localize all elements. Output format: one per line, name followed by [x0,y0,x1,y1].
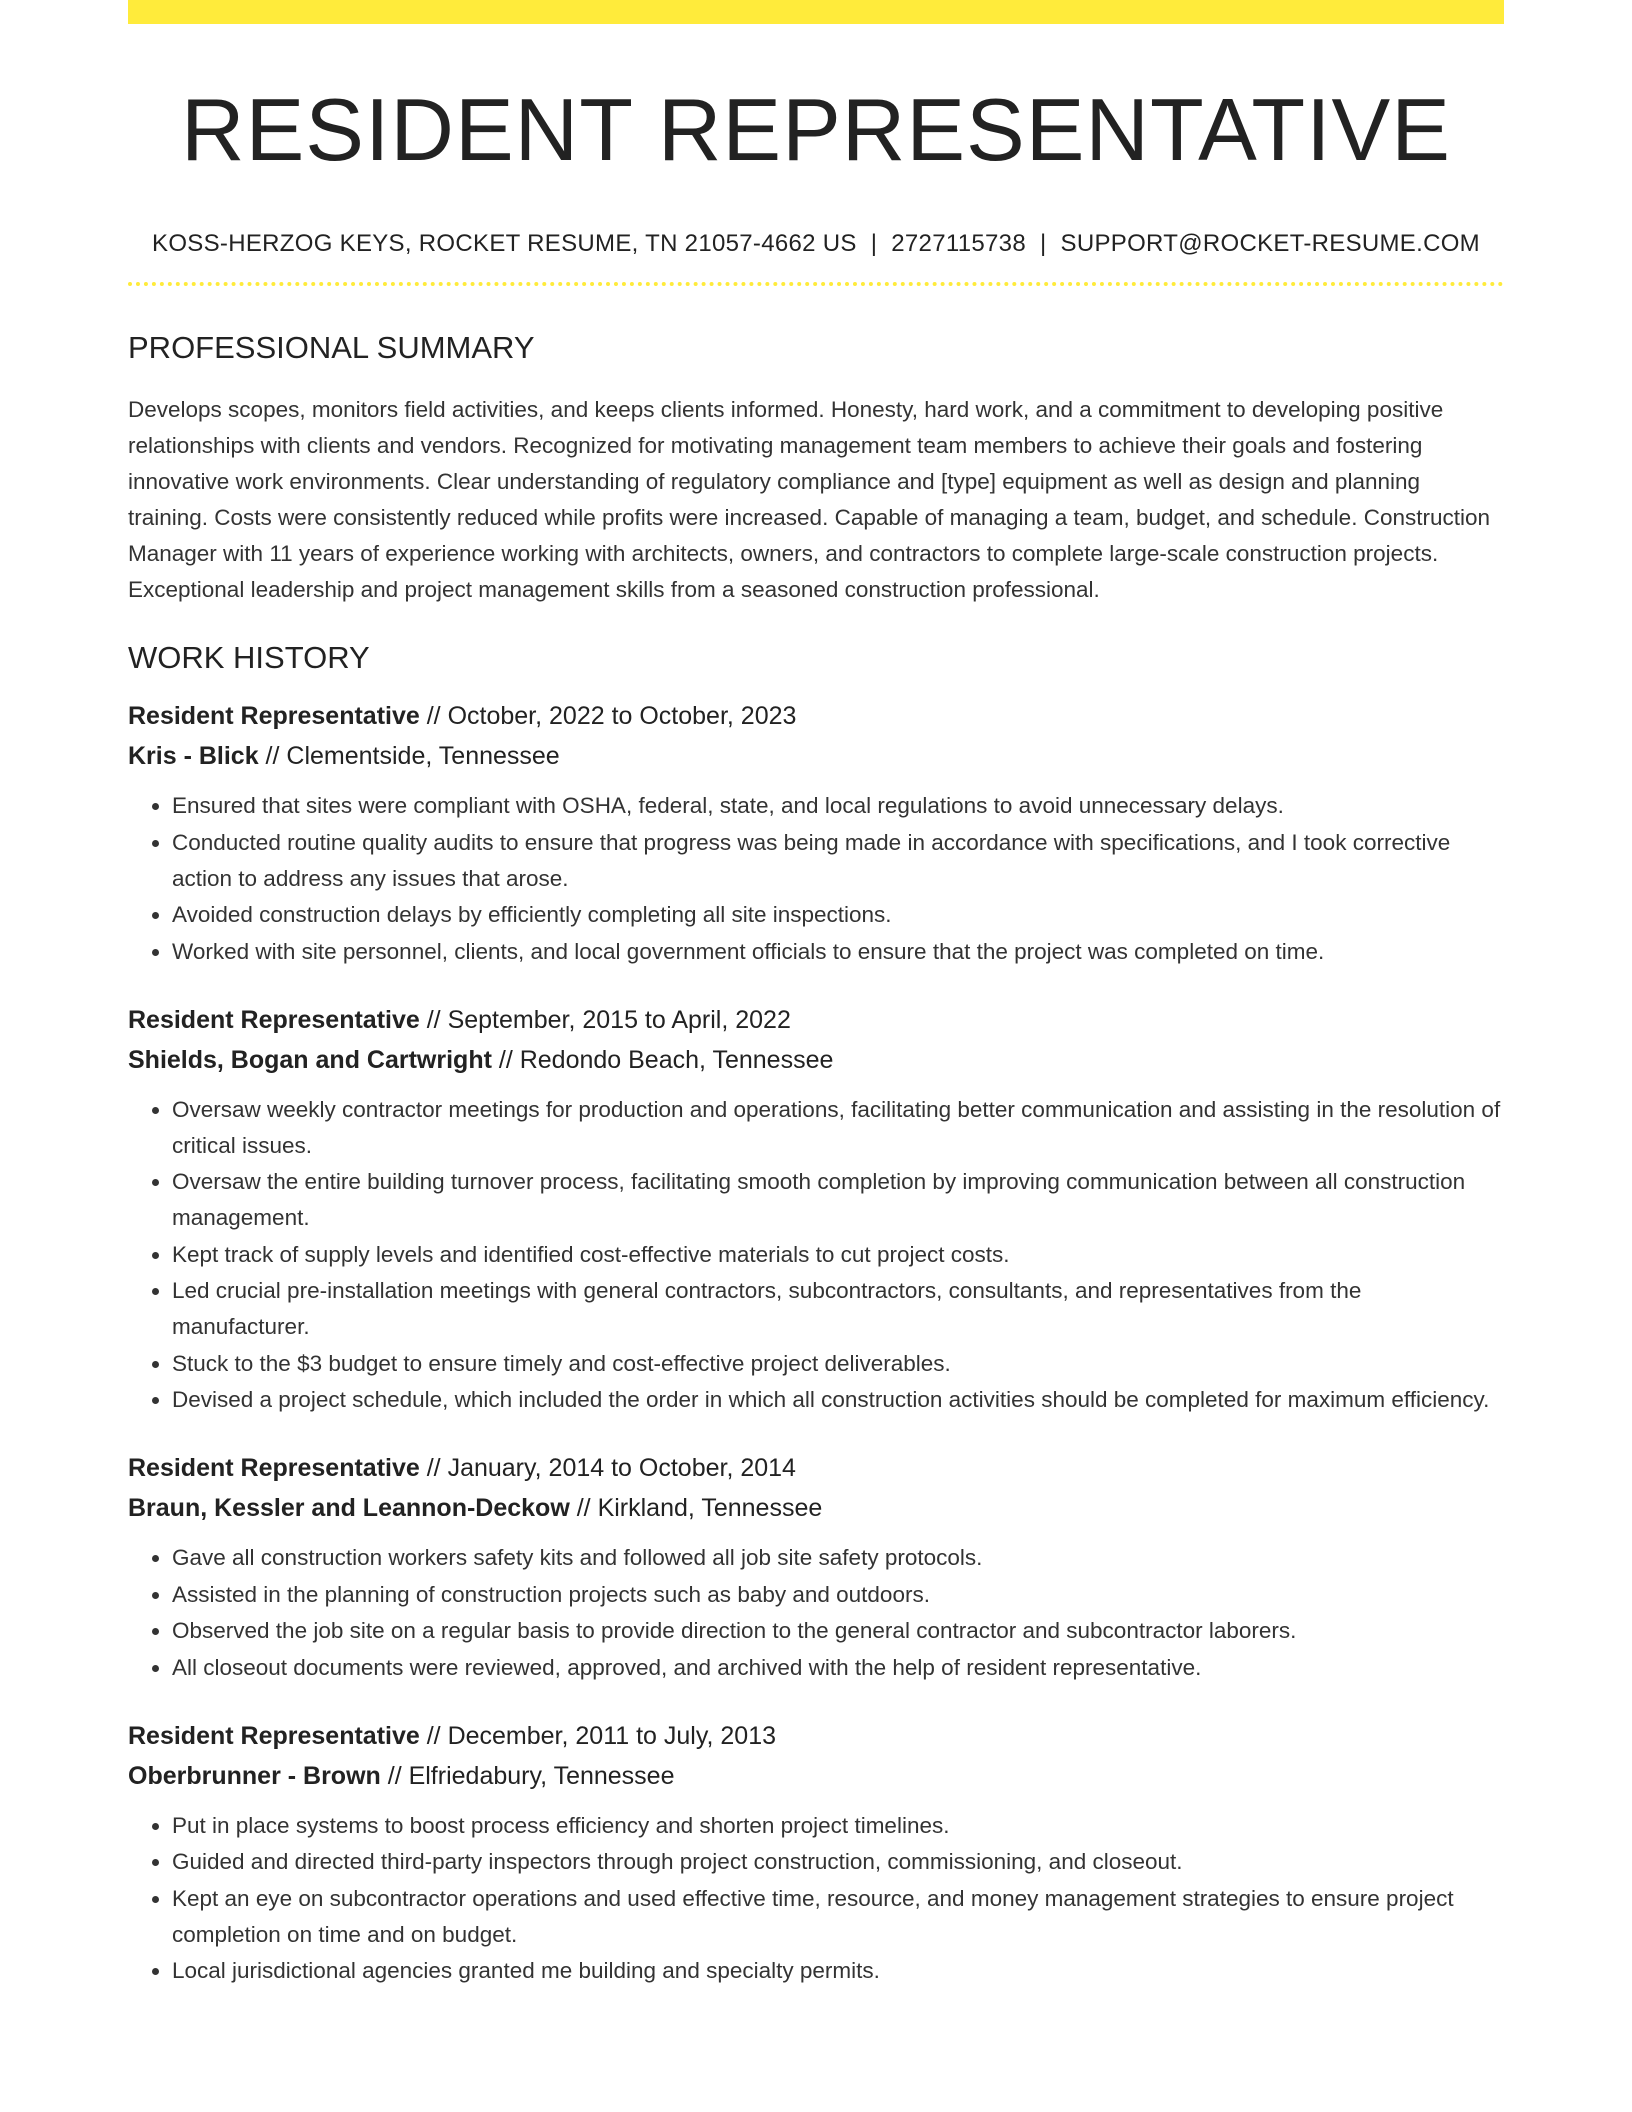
job-location: // Clementside, Tennessee [258,742,560,770]
contact-separator: | [1039,230,1047,257]
job-dates: // January, 2014 to October, 2014 [419,1454,796,1482]
job-dates: // December, 2011 to July, 2013 [419,1721,777,1750]
job-bullets [128,1808,1504,1990]
job-title-line [128,1716,1504,1756]
job-bullet: • Oversaw the entire building turnover process, facilitating smooth completion by improving communication between all construction management. [172,1164,1504,1236]
job-entry [128,696,1504,970]
job-bullet: • All closeout documents were reviewed, approved, and archived with the help of resident representative. [172,1650,1504,1686]
job-title-line [128,696,1504,736]
job-entry [128,1716,1504,1990]
job-title-line [128,1000,1504,1040]
job-entry [128,1448,1504,1686]
job-bullet: • Local jurisdictional agencies granted me building and specialty permits. [172,1953,1504,1989]
job-bullet: • Led crucial pre-installation meetings with general contractors, subcontractors, consultants, and representatives from the manufacturer. [172,1273,1504,1345]
job-bullet: • Gave all construction workers safety kits and followed all job site safety protocols. [172,1540,1504,1576]
job-location: // Kirkland, Tennessee [569,1494,823,1522]
job-title: Resident Representative [128,1005,420,1034]
job-title: Resident Representative [128,702,420,730]
job-entry [128,1000,1504,1419]
job-company: Kris - Blick [128,742,259,770]
job-bullet: • Kept an eye on subcontractor operations and used effective time, resource, and money management strategies to ensure project completion on time and on budget. [172,1881,1504,1953]
job-company-line [128,1040,1504,1080]
dotted-divider [128,282,1504,286]
job-bullet: • Guided and directed third-party inspectors through project construction, commissioning, and closeout. [172,1844,1504,1880]
job-title: Resident Representative [128,1721,420,1750]
summary-text: Develops scopes, monitors field activities, and keeps clients informed. Honesty, hard work, and a commitment to developing positive relationships with clients and vendors. Recognized for motivating management team members to achieve their goals and fostering innovative work environments. Clear understanding of regulatory compliance and [type] equipment as well as design and planning training. Costs were consistently reduced while profits were increased. Capable of managing a team, budget, and schedule. Construction Manager with 11 years of experience working with architects, owners, and contractors to complete large-scale construction projects. Exceptional leadership and project management skills from a seasoned construction professional. [128,397,1491,602]
job-dates: // September, 2015 to April, 2022 [419,1005,791,1034]
job-dates: // October, 2022 to October, 2023 [419,702,797,730]
contact-phone: 2727115738 [891,230,1026,257]
contact-address: KOSS-HERZOG KEYS, ROCKET RESUME, TN 21057-4662 US [152,230,857,257]
job-bullet: • Kept track of supply levels and identified cost-effective materials to cut project costs. [172,1237,1504,1273]
job-company-line [128,736,1504,776]
resume-content [128,0,1504,1990]
contact-separator: | [870,230,878,257]
contact-line [128,228,1504,260]
job-company: Shields, Bogan and Cartwright [128,1045,492,1074]
job-bullets [128,1540,1504,1686]
job-bullet: • Avoided construction delays by efficiently completing all site inspections. [172,897,1504,933]
job-bullet: • Assisted in the planning of construction projects such as baby and outdoors. [172,1577,1504,1613]
job-bullet: • Devised a project schedule, which included the order in which all construction activities should be completed for maximum efficiency. [172,1382,1504,1418]
job-title-line [128,1448,1504,1488]
candidate-name: RESIDENT REPRESENTATIVE [181,80,1451,179]
job-bullets [128,1092,1504,1419]
job-title: Resident Representative [128,1454,420,1482]
job-company-line [128,1756,1504,1796]
job-bullet: • Put in place systems to boost process efficiency and shorten project timelines. [172,1808,1504,1844]
job-company: Oberbrunner - Brown [128,1761,381,1790]
job-bullet: • Ensured that sites were compliant with OSHA, federal, state, and local regulations to avoid unnecessary delays. [172,788,1504,824]
job-location: // Redondo Beach, Tennessee [491,1045,834,1074]
job-bullet: • Oversaw weekly contractor meetings for production and operations, facilitating better communication and assisting in the resolution of critical issues. [172,1092,1504,1164]
job-company: Braun, Kessler and Leannon-Deckow [128,1494,570,1522]
job-bullet: • Stuck to the $3 budget to ensure timely and cost-effective project deliverables. [172,1346,1504,1382]
work-history-heading: WORK HISTORY [128,640,370,675]
job-bullet: • Worked with site personnel, clients, and local government officials to ensure that the project was completed on time. [172,934,1504,970]
job-company-line [128,1488,1504,1528]
job-location: // Elfriedabury, Tennessee [380,1761,675,1790]
job-bullets [128,788,1504,970]
job-bullet: • Conducted routine quality audits to ensure that progress was being made in accordance with specifications, and I took corrective action to address any issues that arose. [172,825,1504,897]
summary-heading: PROFESSIONAL SUMMARY [128,330,535,365]
contact-email: SUPPORT@ROCKET-RESUME.COM [1060,230,1480,257]
job-bullet: • Observed the job site on a regular basis to provide direction to the general contractor and subcontractor laborers. [172,1613,1504,1649]
